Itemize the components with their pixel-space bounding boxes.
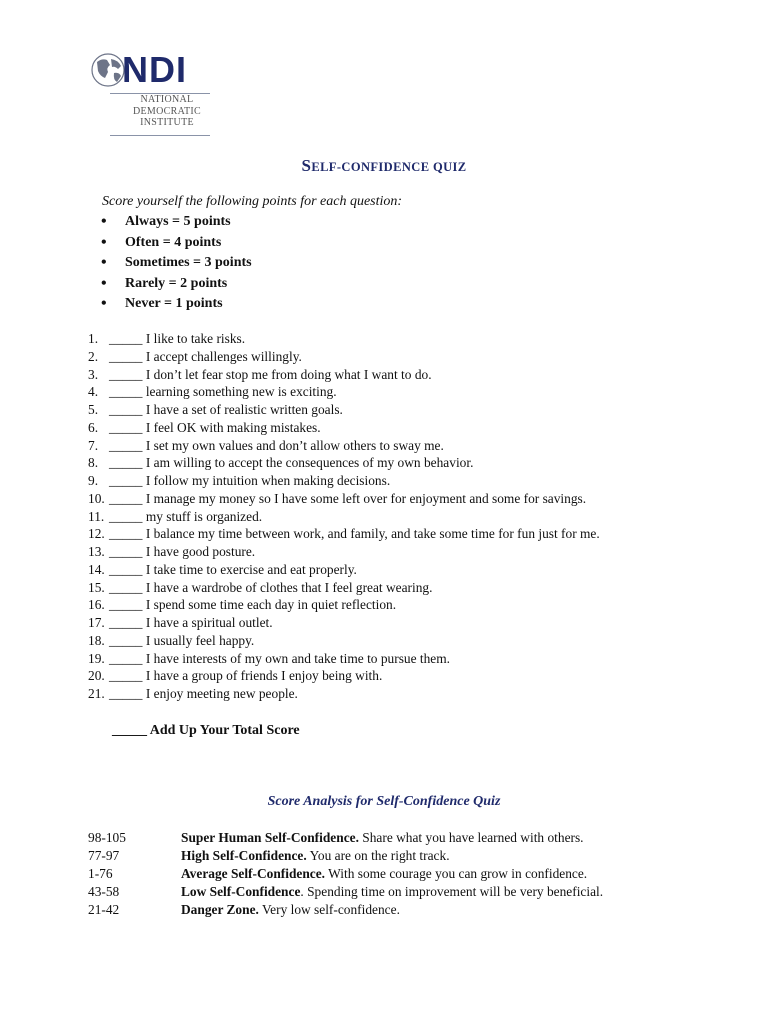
score-level: Average Self-Confidence. <box>181 866 326 881</box>
question-text: _____ I manage my money so I have some left over for enjoyment and some for savings. <box>109 490 587 506</box>
points-item: • Rarely = 2 points <box>100 274 252 295</box>
question-text: _____ I have a wardrobe of clothes that I feel great wearing. <box>109 579 433 595</box>
question-item <box>88 472 600 490</box>
question-text: _____ my stuff is organized. <box>109 508 263 524</box>
score-row <box>88 883 603 901</box>
question-item <box>88 348 600 366</box>
title-rest: ELF-CONFIDENCE QUIZ <box>311 160 467 174</box>
question-number: 2. <box>88 348 99 364</box>
question-text: _____ I have a set of realistic written goals. <box>109 402 343 417</box>
title-initial: S <box>301 156 312 175</box>
logo-name-line-2: DEMOCRATIC <box>132 105 201 117</box>
total-score-line: _____ Add Up Your Total Score <box>112 723 300 738</box>
question-number: 16. <box>88 597 105 613</box>
score-range: 21-42 <box>88 902 120 917</box>
question-number: 20. <box>88 668 105 684</box>
question-number: 13. <box>88 544 105 559</box>
score-level: High Self-Confidence. <box>181 848 307 863</box>
question-text: _____ I accept challenges willingly. <box>109 348 302 364</box>
question-item <box>88 401 600 419</box>
question-item <box>88 525 600 543</box>
question-item <box>88 330 600 348</box>
question-item <box>88 508 600 526</box>
score-row <box>88 847 603 865</box>
score-description: You are on the right track. <box>306 848 450 863</box>
question-item <box>88 383 600 401</box>
question-number: 4. <box>88 384 99 400</box>
question-text: _____ I usually feel happy. <box>109 632 255 648</box>
question-text: _____ I am willing to accept the consequences of my own behavior. <box>109 455 474 471</box>
question-number: 17. <box>88 615 105 630</box>
question-number: 1. <box>88 331 99 346</box>
question-number: 8. <box>88 455 99 471</box>
question-number: 3. <box>88 366 99 382</box>
question-text: _____ I spend some time each day in quiet reflection. <box>109 597 397 613</box>
question-item <box>88 596 600 614</box>
question-number: 5. <box>88 402 99 417</box>
score-range: 77-97 <box>88 848 120 863</box>
question-number: 7. <box>88 437 99 453</box>
question-number: 11. <box>88 508 105 524</box>
score-range: 43-58 <box>88 884 120 899</box>
points-list <box>100 212 252 315</box>
logo-name-line-3: INSTITUTE <box>140 117 194 128</box>
score-row <box>88 901 603 919</box>
question-item <box>88 366 600 384</box>
score-range: 98-105 <box>88 830 126 845</box>
question-item <box>88 614 600 632</box>
question-text: _____ I have a spiritual outlet. <box>109 615 273 630</box>
question-text: _____ I balance my time between work, and family, and take some time for fun just for me. <box>109 526 600 542</box>
question-text: _____ I have interests of my own and take time to pursue them. <box>109 650 451 666</box>
question-item <box>88 685 600 703</box>
question-number: 12. <box>88 526 105 542</box>
question-text: _____ I set my own values and don’t allow others to sway me. <box>109 437 444 453</box>
analysis-title: Score Analysis for Self-Confidence Quiz <box>267 794 501 809</box>
question-text: _____ I don’t let fear stop me from doing what I want to do. <box>109 366 432 382</box>
quiz-title <box>0 156 768 176</box>
question-text: _____ I like to take risks. <box>109 331 246 346</box>
question-number: 19. <box>88 650 105 666</box>
question-number: 9. <box>88 473 99 488</box>
logo-abbr: NDI <box>122 49 187 90</box>
question-item <box>88 561 600 579</box>
question-item <box>88 419 600 437</box>
question-text: _____ I follow my intuition when making decisions. <box>109 473 391 488</box>
question-item <box>88 437 600 455</box>
question-item <box>88 579 600 597</box>
question-number: 15. <box>88 579 105 595</box>
score-level: Danger Zone. <box>181 902 259 917</box>
question-text: _____ I enjoy meeting new people. <box>109 686 298 701</box>
score-row <box>88 829 603 847</box>
score-description: Very low self-confidence. <box>258 902 400 917</box>
question-item <box>88 632 600 650</box>
logo-name-line-1: NATIONAL <box>140 94 194 105</box>
score-analysis-list <box>88 829 603 919</box>
points-item: • Sometimes = 3 points <box>100 253 252 274</box>
scoring-instructions: Score yourself the following points for each question: <box>102 194 403 209</box>
score-level: Low Self-Confidence <box>181 884 301 899</box>
question-text: _____ I feel OK with making mistakes. <box>109 419 321 435</box>
score-description: With some courage you can grow in confidence. <box>325 866 588 881</box>
score-description: . Spending time on improvement will be very beneficial. <box>300 884 604 899</box>
question-item <box>88 667 600 685</box>
question-item <box>88 543 600 561</box>
question-number: 10. <box>88 490 105 506</box>
question-number: 18. <box>88 632 105 648</box>
score-level: Super Human Self-Confidence. <box>181 830 359 845</box>
question-number: 21. <box>88 686 105 701</box>
question-list <box>88 330 600 703</box>
question-item <box>88 490 600 508</box>
question-text: _____ I take time to exercise and eat properly. <box>109 561 357 577</box>
logo-name <box>122 94 212 129</box>
question-number: 6. <box>88 419 99 435</box>
question-number: 14. <box>88 561 105 577</box>
score-description: Share what you have learned with others. <box>358 830 584 845</box>
question-text: _____ I have good posture. <box>109 544 256 559</box>
ndi-logo <box>88 50 218 142</box>
score-row <box>88 865 603 883</box>
question-item <box>88 454 600 472</box>
question-item <box>88 650 600 668</box>
question-text: _____ I have a group of friends I enjoy being with. <box>109 668 383 684</box>
logo-rule-bottom <box>110 135 210 136</box>
points-item: • Never = 1 points <box>100 294 252 315</box>
points-item: • Often = 4 points <box>100 233 252 254</box>
question-text: _____ learning something new is exciting. <box>109 384 337 400</box>
points-item: • Always = 5 points <box>100 212 252 233</box>
score-range: 1-76 <box>88 866 113 881</box>
